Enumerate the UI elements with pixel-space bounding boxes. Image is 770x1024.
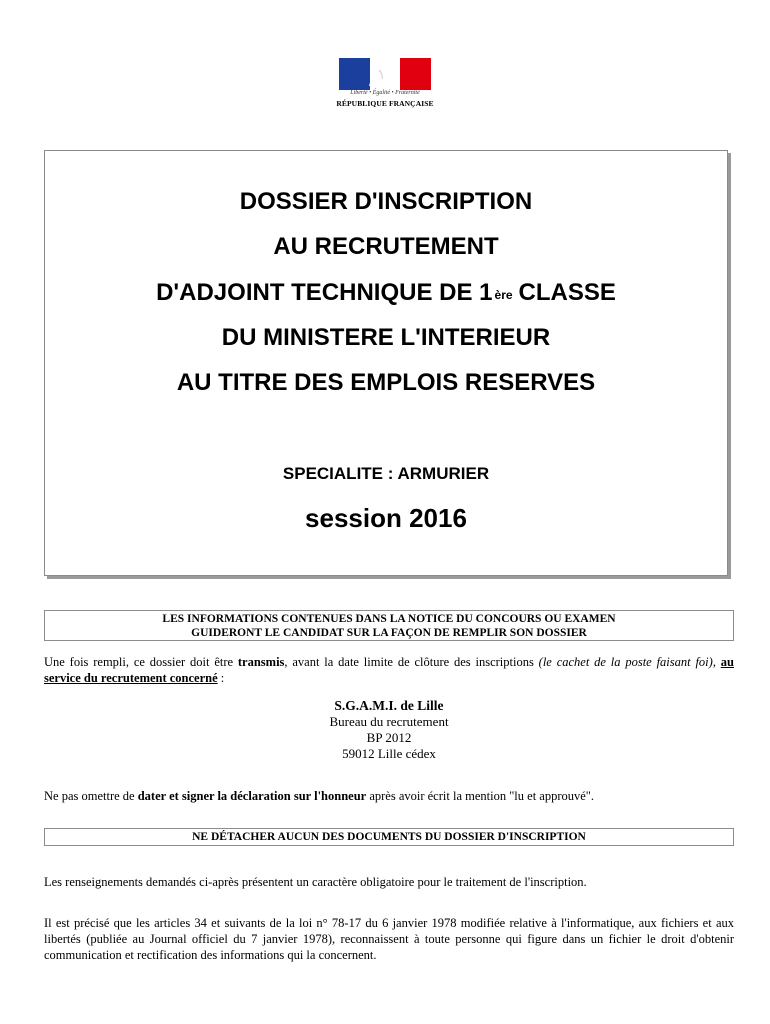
detach-notice-box: NE DÉTACHER AUCUN DES DOCUMENTS DU DOSSIER D'INSCRIPTION (44, 828, 734, 846)
address-line-2: BP 2012 (366, 730, 412, 745)
republique-francaise-logo (333, 56, 437, 112)
title-line-1: DOSSIER D'INSCRIPTION (239, 188, 533, 215)
session-label: session 2016 (305, 503, 467, 533)
postal-address (44, 698, 734, 762)
superscript: ère (494, 288, 513, 302)
title-box (44, 150, 728, 576)
motto: Liberté • Égalité • Fraternité (350, 90, 420, 96)
mandatory-info-text: Les renseignements demandés ci-après présentent un caractère obligatoire pour le traitement de l'inscription. (44, 875, 587, 889)
address-line-1: Bureau du recrutement (329, 714, 449, 729)
law-info-text: Il est précisé que les articles 34 et suivants de la loi n° 78-17 du 6 janvier 1978 modifiée relative à l'informatique, aux fichiers et aux libertés (publiée au Journal officiel du 7 janvier 1978), reconnaissent à toute personne qui figure dans un fichier le droit d'obtenir communication et rectification des informations qui la concernent. (44, 916, 734, 962)
specialty-label: SPECIALITE : ARMURIER (282, 464, 490, 483)
recruitment-service-link-text: au service du recrutement concerné (44, 655, 734, 685)
address-line-3: 59012 Lille cédex (342, 746, 436, 761)
submission-instructions: Une fois rempli, ce dossier doit être transmis, avant la date limite de clôture des inscriptions (le cachet de la poste faisant foi), au service du recrutement concerné : (44, 655, 734, 685)
marianne-icon (361, 60, 401, 88)
title-line-5: AU TITRE DES EMPLOIS RESERVES (176, 369, 596, 396)
title-line-4: DU MINISTERE L'INTERIEUR (221, 324, 551, 351)
address-org: S.G.A.M.I. de Lille (334, 698, 444, 713)
signature-reminder: Ne pas omettre de dater et signer la déclaration sur l'honneur après avoir écrit la mention "lu et approuvé". (44, 789, 595, 803)
republic-label: RÉPUBLIQUE FRANÇAISE (336, 99, 434, 108)
notice-line-1: LES INFORMATIONS CONTENUES DANS LA NOTICE DU CONCOURS OU EXAMEN (162, 613, 616, 625)
title-line-3: D'ADJOINT TECHNIQUE DE 1 $^{ère}$ CLASSE (156, 279, 616, 306)
notice-line-2: GUIDERONT LE CANDIDAT SUR LA FAÇON DE REMPLIR SON DOSSIER (191, 627, 587, 639)
notice-box (44, 610, 734, 641)
title-line-2: AU RECRUTEMENT (273, 233, 499, 260)
